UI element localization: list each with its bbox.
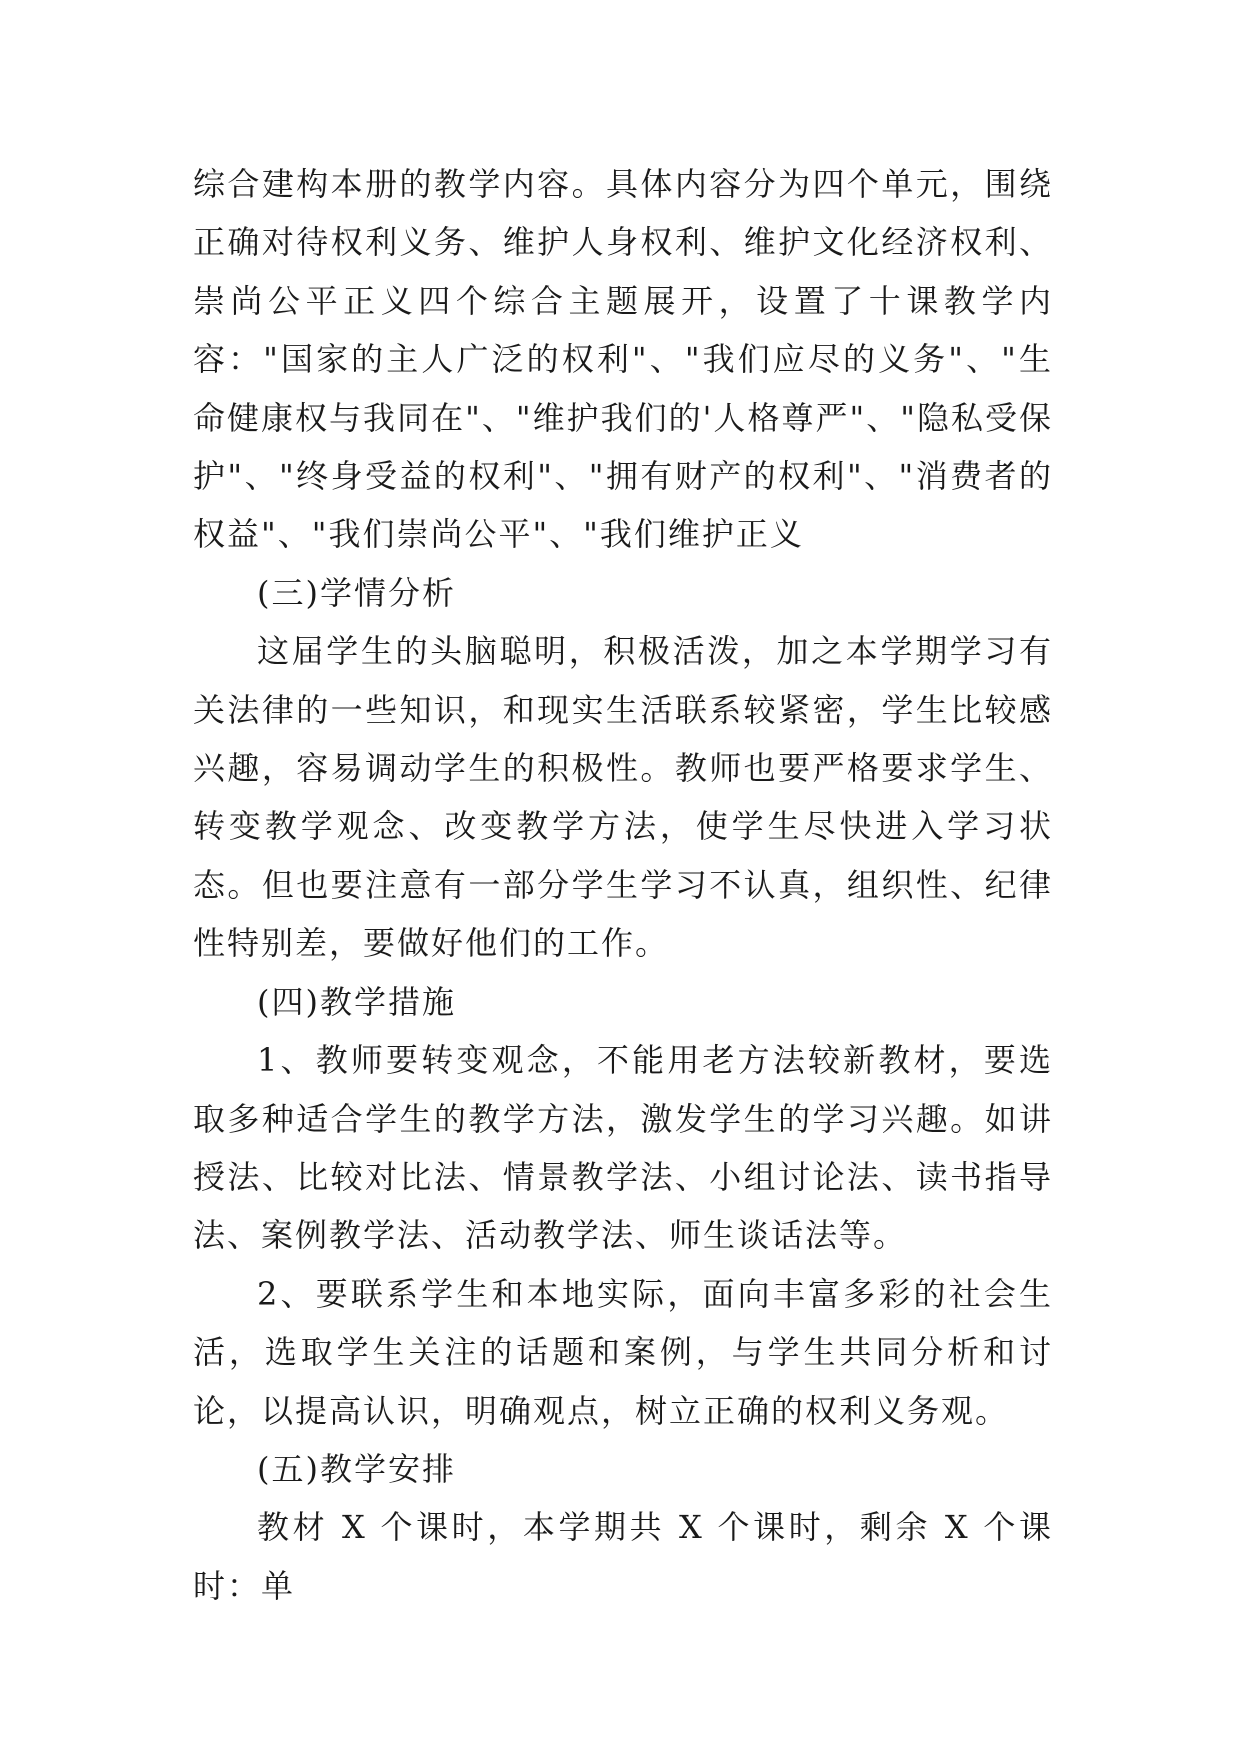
paragraph-schedule: 教材 X 个课时，本学期共 X 个课时，剩余 X 个课时：单 bbox=[193, 1508, 1053, 1605]
paragraph-learning-analysis: 这届学生的头脑聪明，积极活泼，加之本学期学习有关法律的一些知识，和现实生活联系较紧密，学生比较感兴趣，容易调动学生的积极性。教师也要严格要求学生、转变教学观念、改变教学方法，使学生尽快进入学习状态。但也要注意有一部分学生学习不认真，组织性、纪律性特别差，要做好他们的工作。 bbox=[193, 632, 1053, 963]
paragraph-content-overview: 综合建构本册的教学内容。具体内容分为四个单元，围绕正确对待权利义务、维护人身权利、维护文化经济权利、崇尚公平正义四个综合主题展开，设置了十课教学内容："国家的主人广泛的权利"、"我们应尽的义务"、"生命健康权与我同在"、"维护我们的'人格尊严"、"隐私受保护"、"终身受益的权利"、"拥有财产的权利"、"消费者的权益"、"我们崇尚公平"、"我们维护正义 bbox=[193, 165, 1053, 554]
document-body bbox=[193, 155, 1053, 1615]
section-heading-teaching-measures: (四)教学措施 bbox=[257, 982, 456, 1021]
section-heading-teaching-schedule: (五)教学安排 bbox=[257, 1449, 456, 1488]
paragraph-measure-2: 2、要联系学生和本地实际，面向丰富多彩的社会生活，选取学生关注的话题和案例，与学生共同分析和讨论，以提高认识，明确观点，树立正确的权利义务观。 bbox=[193, 1274, 1053, 1430]
section-heading-learning-analysis: (三)学情分析 bbox=[257, 573, 456, 612]
paragraph-measure-1: 1、教师要转变观念，不能用老方法较新教材，要选取多种适合学生的教学方法，激发学生的学习兴趣。如讲授法、比较对比法、情景教学法、小组讨论法、读书指导法、案例教学法、活动教学法、师生谈话法等。 bbox=[193, 1041, 1053, 1255]
